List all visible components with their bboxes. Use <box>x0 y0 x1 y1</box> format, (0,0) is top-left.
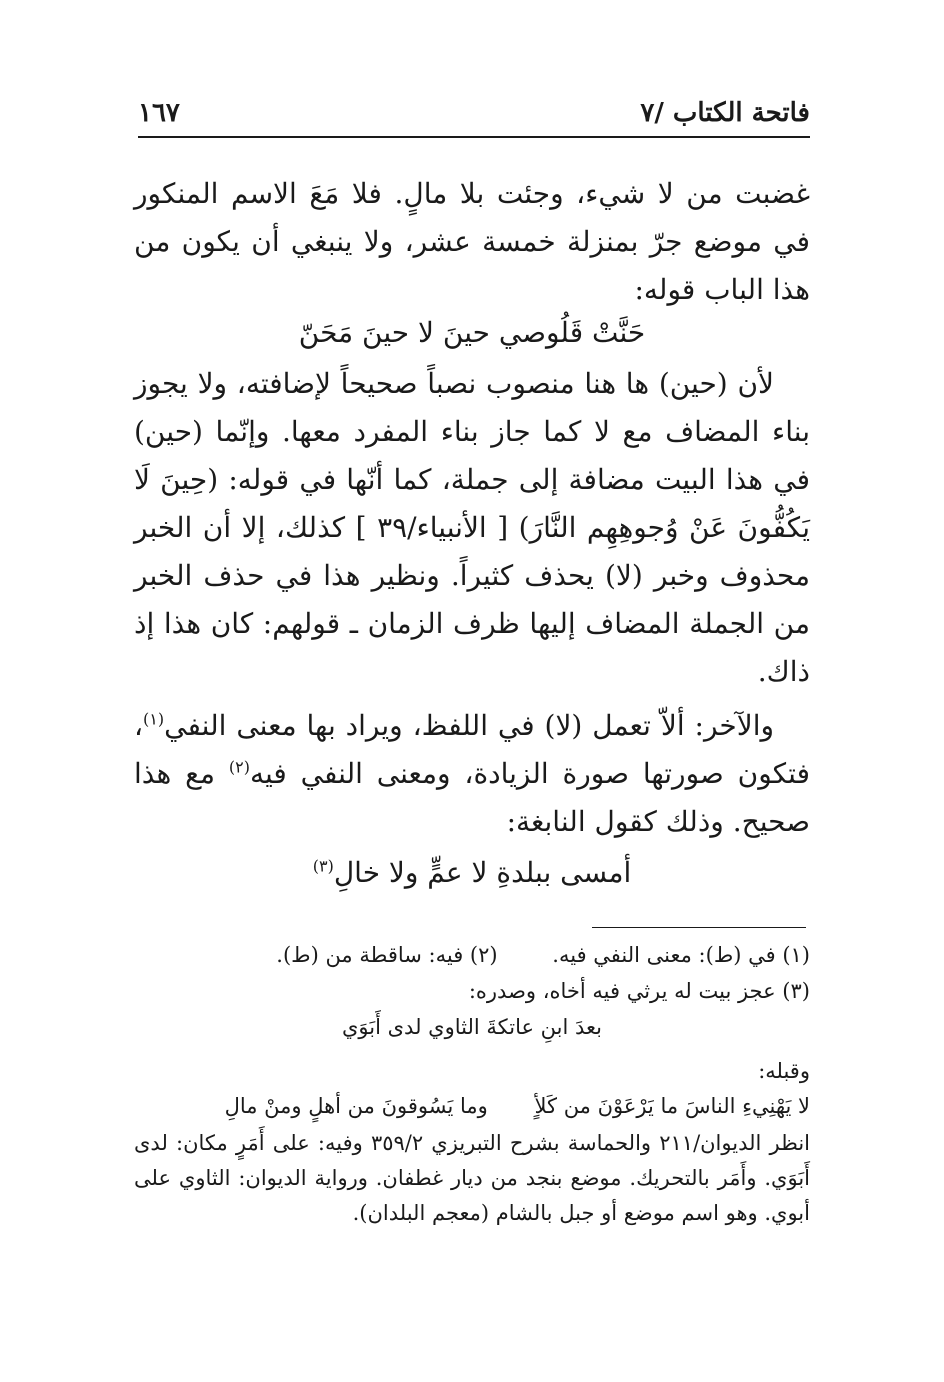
running-header <box>138 92 810 132</box>
paragraph-3-text-b: ، فتكون صورتها صورة الزيادة، ومعنى النفي فيه <box>134 709 810 790</box>
footnote-3-before-label: وقبله: <box>758 1059 810 1083</box>
paragraph-3-text-a: والآخر: ألاّ تعمل (لا) في اللفظ، ويراد بها معنى النفي <box>164 709 774 742</box>
footnote-3-sources: انظر الديوان/٢١١ والحماسة بشرح التبريزي ٣٥٩/٢ وفيه: على أَمَرٍ مكان: لدى أَبَوَي. وأَمَر بالتحريك. موضع بنجد من ديار غطفان. ورواية الديوان: الثاوي على أبوي. وهو اسم موضع أو جبل بالشام (معجم البلدان). <box>134 1131 811 1225</box>
verse-line-2-text: أمسى ببلدةِ لا عمٍّ ولا خالِ <box>333 856 632 889</box>
footnote-row-1-2 <box>134 938 810 973</box>
footnote-3-couplet <box>134 1089 810 1124</box>
footnote-ref-1: (١) <box>143 709 165 729</box>
verse-line-2 <box>0 856 944 889</box>
page-number: ١٦٧ <box>138 98 180 128</box>
paragraph-3 <box>134 702 810 846</box>
footnote-3-verse: بعدَ ابنِ عاتكةَ الثاوي لدى أَبَوَي <box>341 1015 603 1039</box>
footnote-ref-3: (٣) <box>312 856 334 876</box>
paragraph-3-text-c: مع هذا صحيح. وذلك كقول النابغة: <box>134 757 810 838</box>
verse-line-1: حَنَّتْ قَلُوصي حينَ لا حينَ مَحَنّ <box>298 316 646 349</box>
paragraph-1: غضبت من لا شيء، وجئت بلا مالٍ. فلا مَعَ الاسم المنكور في موضع جرّ بمنزلة خمسة عشر، ولا ينبغي أن يكون من هذا الباب قوله: <box>134 177 810 306</box>
footnote-2: (٢) فيه: ساقطة من (ط). <box>276 943 498 967</box>
footnote-divider <box>592 927 806 928</box>
footnote-ref-2: (٢) <box>228 757 250 777</box>
header-divider <box>138 136 810 138</box>
footnote-3-hemistich-b: وما يَسُوقونَ من أهلٍ ومنْ مالِ <box>224 1094 488 1118</box>
footnote-3-hemistich-a: لا يَهْنِيءِ الناسَ ما يَرْعَوْنَ من كَلأٍ <box>534 1094 810 1118</box>
footnote-1: (١) في (ط): معنى النفي فيه. <box>552 943 810 967</box>
footnote-3-intro: (٣) عجز بيت له يرثي فيه أخاه، وصدره: <box>468 979 810 1003</box>
chapter-title: فاتحة الكتاب /٧ <box>640 98 810 128</box>
paragraph-2: لأن (حين) ها هنا منصوب نصباً صحيحاً لإضافته، ولا يجوز بناء المضاف مع لا كما جاز بناء المفرد معها. وإنّما (حين) في هذا البيت مضافة إلى جملة، كما أنّها في قوله: (حِينَ لَا يَكُفُّونَ عَنْ وُجوهِهِم النَّارَ) [ الأنبياء/٣٩ ] كذلك، إلا أن الخبر محذوف وخبر (لا) يحذف كثيراً. ونظير هذا في حذف الخبر من الجملة المضاف إليها ظرف الزمان ـ قولهم: كان هذا إذ ذاك. <box>134 367 810 688</box>
